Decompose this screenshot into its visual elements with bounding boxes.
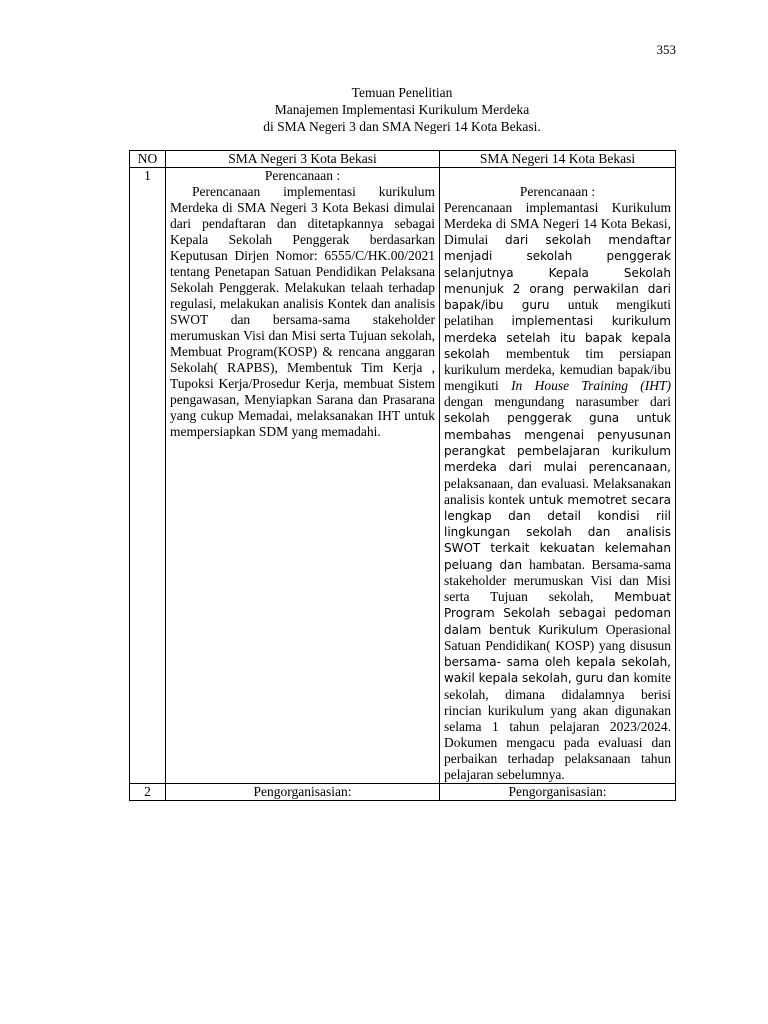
table-row	[130, 168, 676, 784]
table-header-row	[130, 151, 676, 168]
heading-line-1: Temuan Penelitian	[351, 85, 453, 100]
sma-14-planning-title: Perencanaan :	[519, 184, 596, 199]
sma-3-planning-cell	[166, 168, 440, 784]
sma-3-organizing-title: Pengorganisasian:	[166, 783, 440, 800]
sma-14-organizing-title: Pengorganisasian:	[440, 783, 676, 800]
row-number: 1	[130, 168, 166, 784]
sma-14-planning-text: Perencanaan implemantasi Kurikulum Merdeka di SMA Negeri 14 Kota Bekasi, Dimulai dari sekolah mendaftar menjadi sekolah penggerak selanjutnya Kepala Sekolah menunjuk 2 orang perwakilan dari bapak/ibu guru untuk mengikuti pelatihan implementasi kurikulum merdeka setelah itu bapak kepala sekolah membentuk tim persiapan kurikulum merdeka, kemudian bapak/ibu mengikuti In House Training (IHT) dengan mengundang narasumber dari sekolah penggerak guna untuk membahas mengenai penyusunan perangkat pembelajaran kurikulum merdeka dari mulai perencanaan, pelaksanaan, dan evaluasi. Melaksanakan analisis kontek untuk memotret secara lengkap dan detail kondisi riil lingkungan sekolah dan analisis SWOT terkait kekuatan kelemahan peluang dan hambatan. Bersama-sama stakeholder merumuskan Visi dan Misi serta Tujuan sekolah, Membuat Program Sekolah sebagai pedoman dalam bentuk Kurikulum Operasional Satuan Pendidikan( KOSP) yang disusun bersama- sama oleh kepala sekolah, wakil kepala sekolah, guru dan komite sekolah, dimana didalamnya berisi rincian kurikulum yang akan digunakan selama 1 tahun pelajaran 2023/2024. Dokumen mengacu pada evaluasi dan perbaikan terhadap pelaksanaan tahun pelajaran sebelumnya.	[444, 200, 672, 782]
sma-14-planning-cell	[440, 168, 676, 784]
heading-line-2: Manajemen Implementasi Kurikulum Merdeka	[274, 102, 530, 117]
header-no: NO	[130, 151, 166, 168]
sma-3-planning-text: Perencanaan implementasi kurikulum Merdeka di SMA Negeri 3 Kota Bekasi dimulai dari pendaftaran dan ditetapkannya sebagai Kepala Sekolah Penggerak berdasarkan Keputusan Dirjen Nomor: 6555/C/HK.00/2021 tentang Penetapan Satuan Pendidikan Pelaksana Sekolah Penggerak. Melakukan telaah terhadap regulasi, melakukan analisis Kontek dan analisis SWOT dan bersama-sama stakeholder merumuskan Visi dan Misi serta Tujuan sekolah, Membuat Program(KOSP) & rencana anggaran Sekolah( RAPBS), Membentuk Tim Kerja , Tupoksi Kerja/Prosedur Kerja, membuat Sistem pengawasan, Menyiapkan Sarana dan Prasarana yang cukup Memadai, melaksanakan IHT untuk mempersiapkan SDM yang memadahi.	[170, 184, 435, 439]
row-number: 2	[130, 783, 166, 800]
table-row	[130, 783, 676, 800]
header-sma-3: SMA Negeri 3 Kota Bekasi	[166, 151, 440, 168]
sma-3-planning-title: Perencanaan :	[264, 168, 341, 183]
document-heading	[130, 84, 674, 135]
iht-italic: In House Training (IHT)	[511, 378, 671, 394]
page-number: 353	[656, 42, 676, 57]
findings-table	[129, 150, 676, 801]
heading-line-3: di SMA Negeri 3 dan SMA Negeri 14 Kota Bekasi.	[263, 119, 541, 134]
header-sma-14: SMA Negeri 14 Kota Bekasi	[440, 151, 676, 168]
